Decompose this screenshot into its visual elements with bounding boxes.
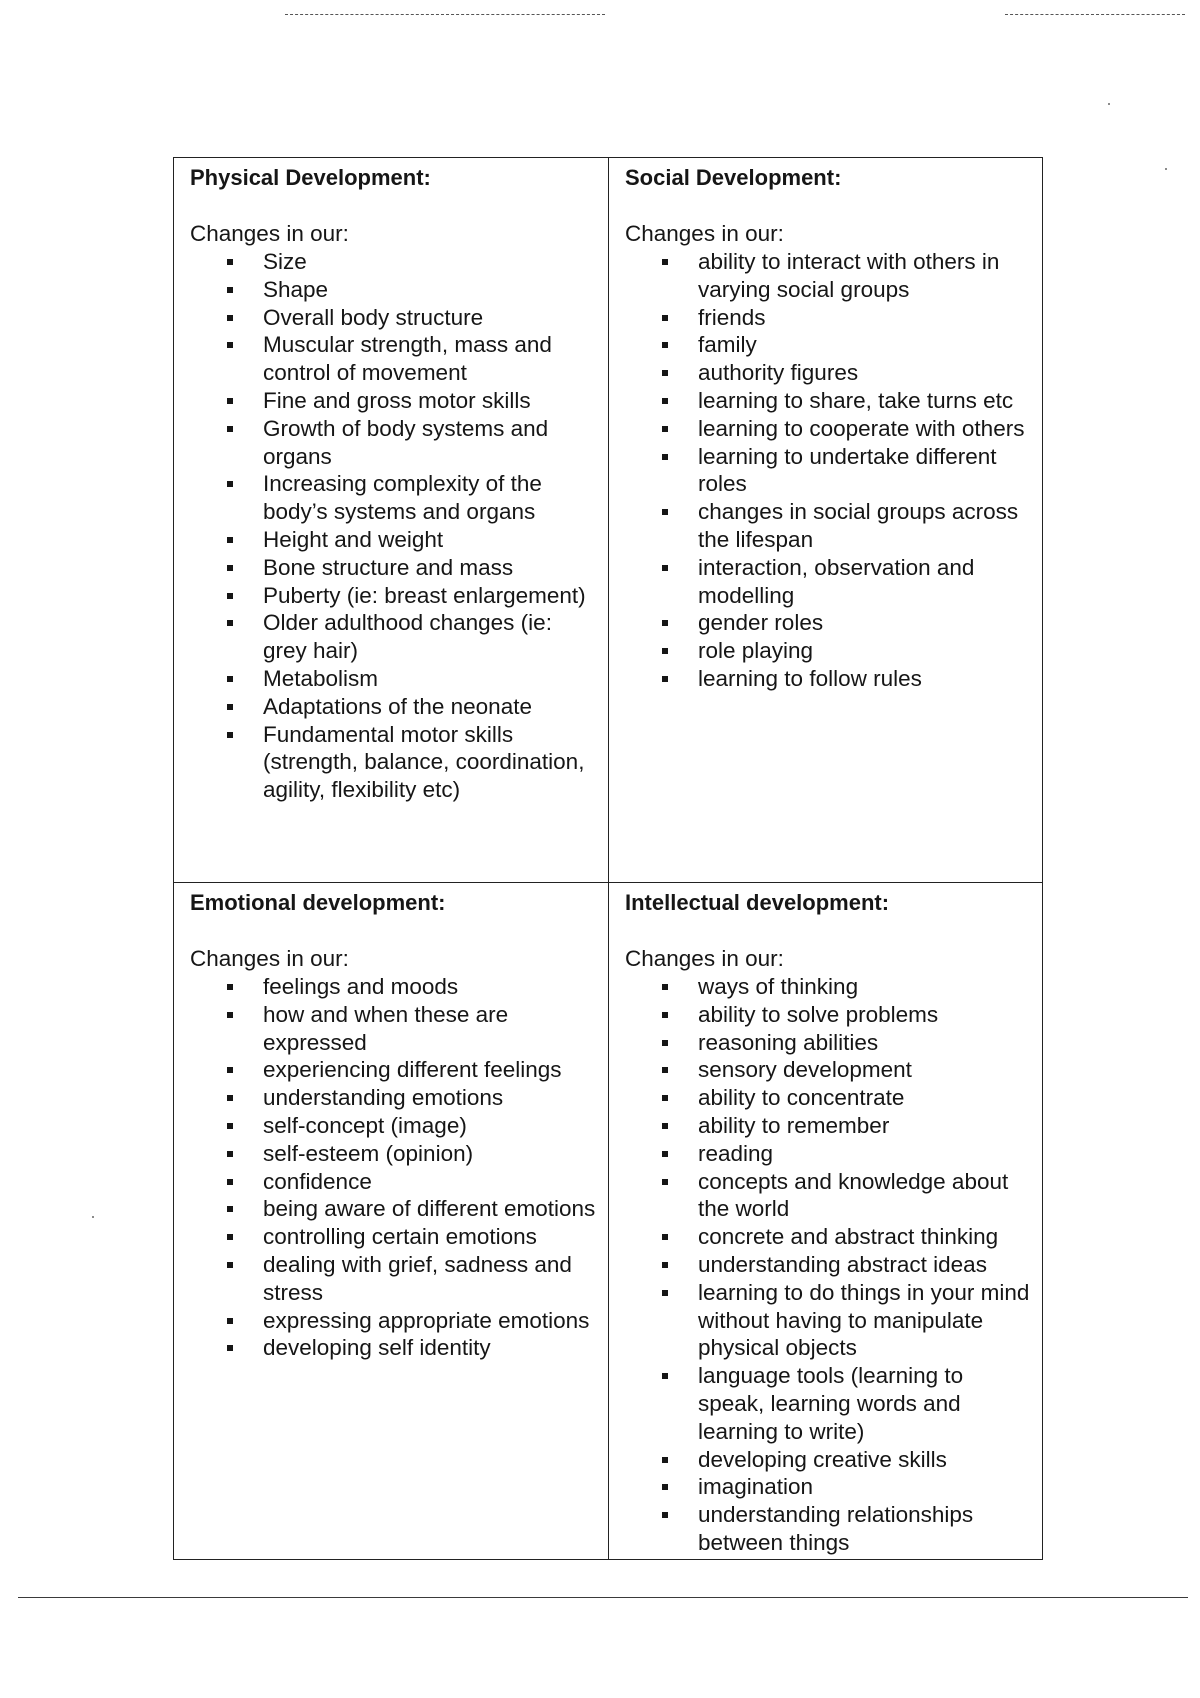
list-item: ability to concentrate [698,1084,1034,1112]
emotional-development-list [190,973,600,1362]
social-development-intro: Changes in our: [625,221,784,246]
scan-artifact-bottom-rule [18,1597,1188,1598]
emotional-development-title: Emotional development: [190,890,446,915]
scan-speck [92,1216,94,1218]
list-item: developing creative skills [698,1446,1034,1474]
intellectual-development-list [625,973,1034,1557]
list-item: understanding relationships between things [698,1501,1034,1557]
scan-speck [1165,168,1167,170]
list-item: understanding emotions [263,1084,600,1112]
scan-speck [1108,103,1110,105]
intellectual-development-title: Intellectual development: [625,890,890,915]
list-item: concrete and abstract thinking [698,1223,1034,1251]
list-item: Shape [263,276,600,304]
emotional-development-cell [174,883,609,1560]
list-item: self-concept (image) [263,1112,600,1140]
list-item: expressing appropriate emotions [263,1307,600,1335]
list-item: authority figures [698,359,1034,387]
physical-development-list [190,248,600,804]
list-item: Growth of body systems and organs [263,415,600,471]
list-item: dealing with grief, sadness and stress [263,1251,600,1307]
list-item: understanding abstract ideas [698,1251,1034,1279]
emotional-development-intro: Changes in our: [190,946,349,971]
scan-artifact-top-left [285,14,605,15]
list-item: learning to share, take turns etc [698,387,1034,415]
list-item: ability to interact with others in varying social groups [698,248,1034,304]
list-item: Increasing complexity of the body’s systems and organs [263,470,600,526]
list-item: gender roles [698,609,1034,637]
list-item: concepts and knowledge about the world [698,1168,1034,1224]
physical-development-title: Physical Development: [190,165,431,190]
list-item: reasoning abilities [698,1029,1034,1057]
list-item: ability to remember [698,1112,1034,1140]
list-item: Fine and gross motor skills [263,387,600,415]
social-development-cell [609,158,1043,883]
list-item: Adaptations of the neonate [263,693,600,721]
list-item: Fundamental motor skills (strength, balance, coordination, agility, flexibility etc) [263,721,600,804]
list-item: being aware of different emotions [263,1195,600,1223]
list-item: Size [263,248,600,276]
intellectual-development-cell [609,883,1043,1560]
list-item: Older adulthood changes (ie: grey hair) [263,609,600,665]
list-item: learning to undertake different roles [698,443,1034,499]
list-item: how and when these are expressed [263,1001,600,1057]
social-development-title: Social Development: [625,165,842,190]
list-item: reading [698,1140,1034,1168]
list-item: learning to follow rules [698,665,1034,693]
list-item: controlling certain emotions [263,1223,600,1251]
list-item: Height and weight [263,526,600,554]
intellectual-development-intro: Changes in our: [625,946,784,971]
list-item: feelings and moods [263,973,600,1001]
list-item: family [698,331,1034,359]
list-item: learning to do things in your mind without having to manipulate physical objects [698,1279,1034,1362]
physical-development-cell [174,158,609,883]
list-item: experiencing different feelings [263,1056,600,1084]
list-item: changes in social groups across the lifespan [698,498,1034,554]
list-item: Bone structure and mass [263,554,600,582]
list-item: interaction, observation and modelling [698,554,1034,610]
scan-artifact-top-right [1005,14,1185,15]
list-item: Muscular strength, mass and control of movement [263,331,600,387]
list-item: friends [698,304,1034,332]
list-item: role playing [698,637,1034,665]
list-item: confidence [263,1168,600,1196]
development-table [173,157,1043,1560]
list-item: self-esteem (opinion) [263,1140,600,1168]
list-item: language tools (learning to speak, learning words and learning to write) [698,1362,1034,1445]
list-item: Puberty (ie: breast enlargement) [263,582,600,610]
list-item: sensory development [698,1056,1034,1084]
list-item: Overall body structure [263,304,600,332]
list-item: Metabolism [263,665,600,693]
list-item: ability to solve problems [698,1001,1034,1029]
list-item: learning to cooperate with others [698,415,1034,443]
list-item: ways of thinking [698,973,1034,1001]
physical-development-intro: Changes in our: [190,221,349,246]
social-development-list [625,248,1034,693]
list-item: imagination [698,1473,1034,1501]
list-item: developing self identity [263,1334,600,1362]
